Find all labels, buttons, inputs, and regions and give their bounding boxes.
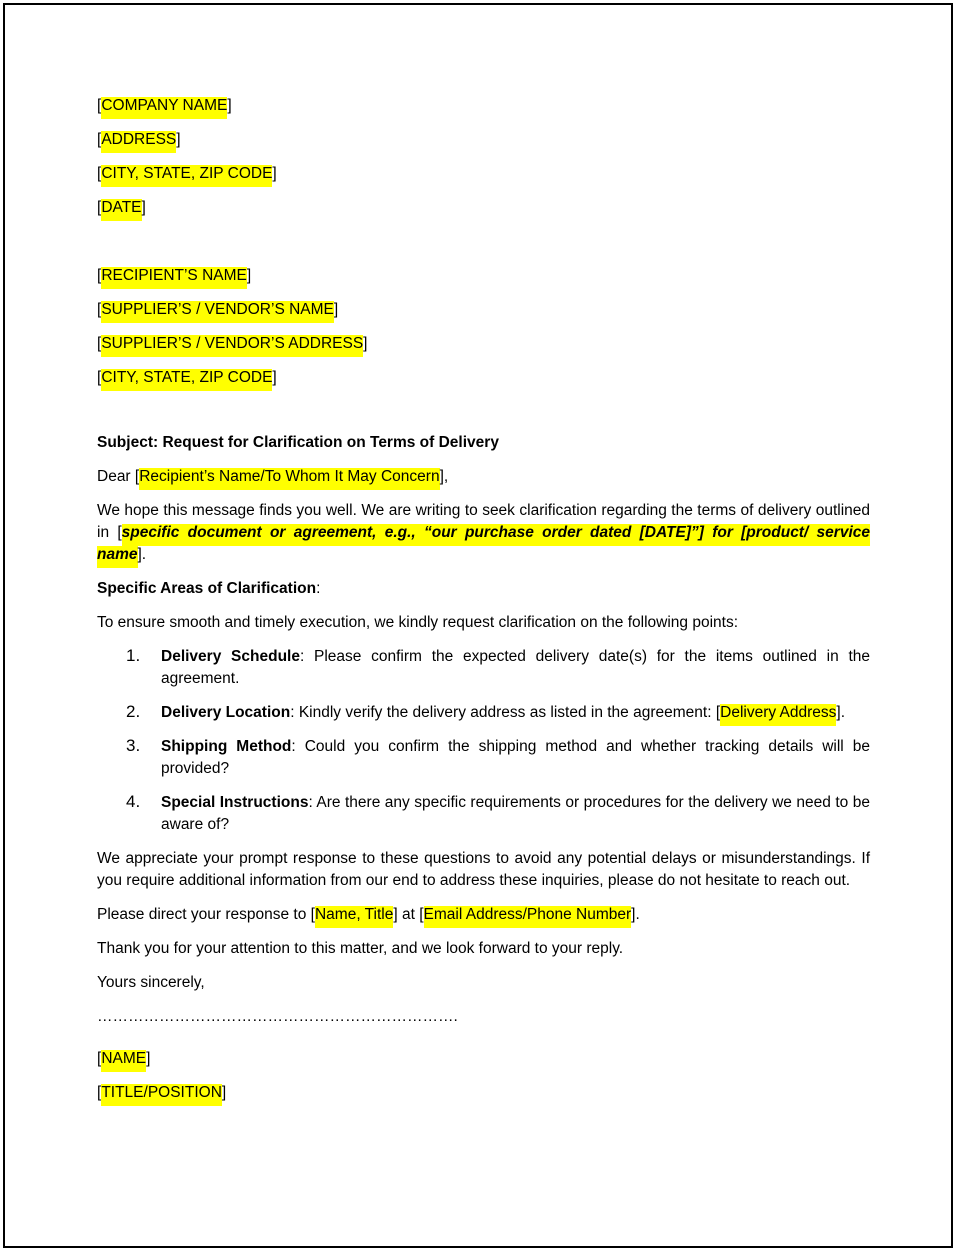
intro-paragraph: We hope this message finds you well. We are writing to seek clarification regarding the terms of delivery outlined in [specific document or agreement, e.g., “our purchase order dated [DATE]”] for [product/ service name].: [97, 500, 870, 566]
supplier-address-placeholder: SUPPLIER’S / VENDOR’S ADDRESS: [101, 335, 363, 357]
list-number: 1.: [126, 646, 141, 665]
sender-company: [COMPANY NAME]: [97, 95, 870, 117]
signoff-title: [TITLE/POSITION]: [97, 1082, 870, 1104]
appreciation-paragraph: We appreciate your prompt response to these questions to avoid any potential delays or misunderstandings. If you require additional information from our end to address these inquiries, please do not hesitate to reach out.: [97, 850, 870, 889]
signature-line: …………………………………………………………….: [97, 1008, 458, 1025]
city-state-zip-placeholder: CITY, STATE, ZIP CODE: [101, 165, 272, 187]
salutation: Dear [Recipient’s Name/To Whom It May Concern],: [97, 466, 870, 488]
signoff-name: [NAME]: [97, 1048, 870, 1070]
recipient-name: [RECIPIENT’S NAME]: [97, 265, 870, 287]
list-item: 4. Special Instructions: Are there any specific requirements or procedures for the delivery we need to be aware of?: [126, 792, 870, 833]
sender-city: [CITY, STATE, ZIP CODE]: [97, 163, 870, 185]
company-name-placeholder: COMPANY NAME: [101, 97, 227, 119]
item-title: Delivery Schedule: [161, 648, 300, 665]
contact-placeholder: Email Address/Phone Number: [424, 906, 632, 928]
name-title-placeholder: Name, Title: [315, 906, 393, 928]
item-title: Special Instructions: [161, 794, 309, 811]
clarification-list: [97, 646, 870, 836]
areas-intro: To ensure smooth and timely execution, we kindly request clarification on the following points:: [97, 614, 739, 631]
thanks-line: Thank you for your attention to this matter, and we look forward to your reply.: [97, 940, 624, 957]
item-title: Shipping Method: [161, 738, 292, 755]
salutation-placeholder: Recipient’s Name/To Whom It May Concern: [139, 468, 439, 490]
name-placeholder: NAME: [101, 1050, 146, 1072]
title-placeholder: TITLE/POSITION: [101, 1084, 222, 1106]
recipient-name-placeholder: RECIPIENT’S NAME: [101, 267, 247, 289]
list-number: 4.: [126, 792, 141, 811]
supplier-name: [SUPPLIER’S / VENDOR’S NAME]: [97, 299, 870, 321]
recipient-city: [CITY, STATE, ZIP CODE]: [97, 367, 870, 389]
letter-date: [DATE]: [97, 197, 870, 219]
supplier-name-placeholder: SUPPLIER’S / VENDOR’S NAME: [101, 301, 334, 323]
document-page: [3, 3, 953, 1248]
spacer: [97, 401, 870, 432]
supplier-address: [SUPPLIER’S / VENDOR’S ADDRESS]: [97, 333, 870, 355]
subject-line: Subject: Request for Clarification on Terms of Delivery: [97, 434, 499, 451]
item-title: Delivery Location: [161, 704, 291, 721]
sender-address: [ADDRESS]: [97, 129, 870, 151]
address-placeholder: ADDRESS: [101, 131, 176, 153]
intro-placeholder: specific document or agreement, e.g., “our purchase order dated [DATE]”] for [product/ service name: [97, 524, 870, 568]
list-item: 2. Delivery Location: Kindly verify the delivery address as listed in the agreement: [Delivery Address].: [97, 702, 870, 724]
areas-heading: Specific Areas of Clarification:: [97, 580, 321, 597]
date-placeholder: DATE: [101, 199, 141, 221]
list-number: 3.: [126, 736, 141, 755]
letter-body: [97, 95, 870, 1116]
direct-response-line: Please direct your response to [Name, Title] at [Email Address/Phone Number].: [97, 904, 870, 926]
spacer: [97, 231, 870, 265]
recipient-city-placeholder: CITY, STATE, ZIP CODE: [101, 369, 272, 391]
delivery-address-placeholder: Delivery Address: [720, 704, 836, 726]
list-item: 1. Delivery Schedule: Please confirm the expected delivery date(s) for the items outlined in the agreement.: [126, 646, 870, 687]
list-number: 2.: [126, 702, 141, 721]
list-item: 3. Shipping Method: Could you confirm the shipping method and whether tracking details will be provided?: [126, 736, 870, 777]
closing-line: Yours sincerely,: [97, 974, 205, 991]
